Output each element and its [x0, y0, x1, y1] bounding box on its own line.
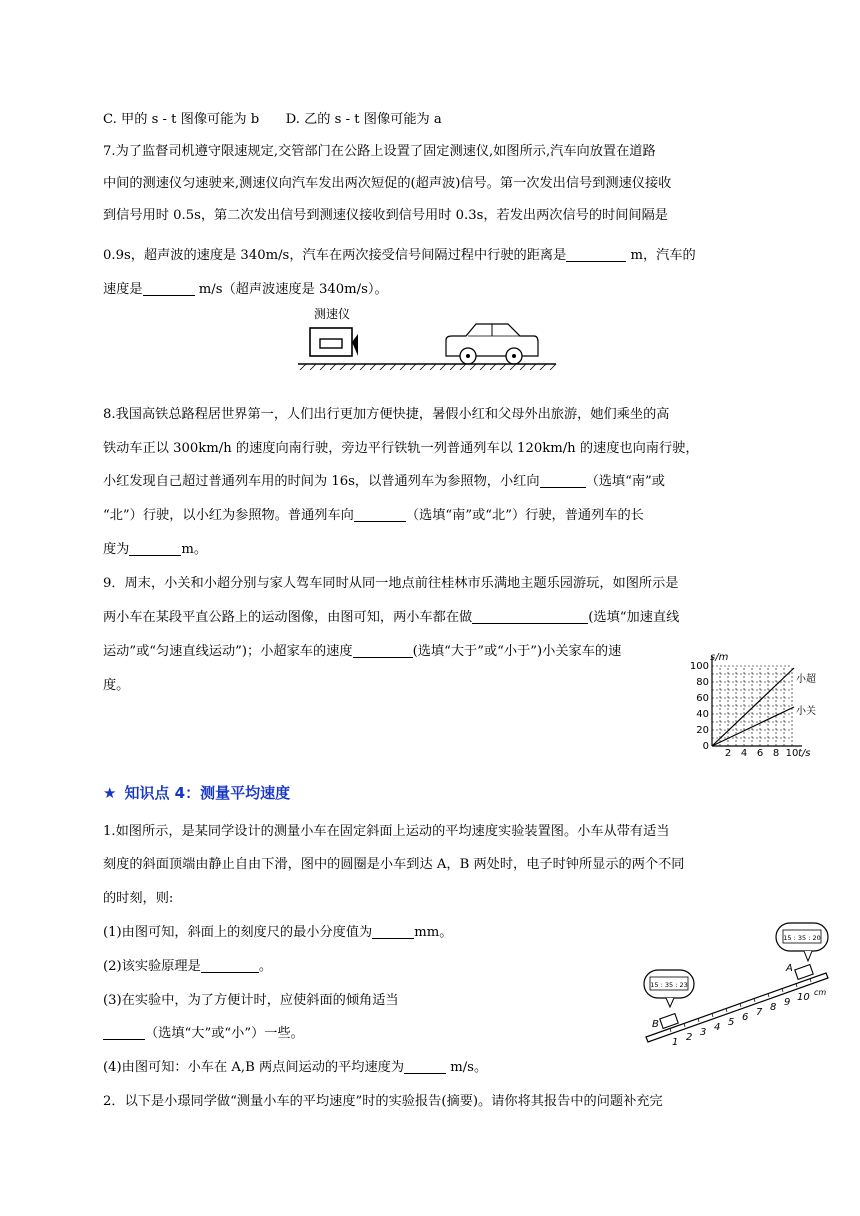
scale-label: 6 — [742, 1012, 749, 1023]
speedometer-label: 测速仪 — [314, 307, 351, 321]
answer-blank[interactable] — [404, 1059, 446, 1074]
y-tick-label: 80 — [696, 677, 709, 688]
question-7-text: 0.9s，超声波的速度是 340m/s，汽车在两次接受信号间隔过程中行驶的距离是 — [103, 248, 567, 263]
answer-blank[interactable] — [566, 247, 626, 262]
question-8-text: “北”）行驶，以小红为参照物。普通列车向 — [103, 508, 354, 523]
x-axis-label: t/s — [798, 748, 811, 759]
x-tick-label: 4 — [740, 748, 748, 759]
section-heading — [103, 782, 290, 803]
answer-blank[interactable] — [353, 643, 413, 658]
question-8-text: （选填“南”或 — [585, 474, 665, 489]
series-line — [712, 668, 794, 746]
text-line — [103, 566, 763, 601]
chart-series-group — [712, 668, 794, 746]
speedometer-figure — [296, 302, 558, 370]
answer-blank[interactable] — [201, 958, 259, 973]
section-question-text: (4)由图可知：小车在 A,B 两点间运动的平均速度为 — [103, 1060, 405, 1075]
text-line — [103, 668, 763, 703]
section-question-text: m/s。 — [446, 1060, 488, 1075]
section-question-text: 的时刻，则: — [103, 891, 174, 906]
text-line — [103, 102, 763, 137]
section-question-text: mm。 — [414, 925, 453, 940]
question-9-text: 度。 — [103, 678, 130, 693]
speedometer-nozzle — [352, 334, 358, 356]
y-axis-label: s/m — [710, 652, 729, 663]
answer-blank[interactable] — [143, 281, 195, 296]
scale-label: 10 — [797, 992, 810, 1003]
text-line — [103, 431, 763, 466]
text-line — [103, 166, 763, 201]
x-tick-label: 6 — [756, 748, 764, 759]
text-line — [103, 498, 763, 533]
question-7-text: 中间的测速仪匀速驶来,测速仪向汽车发出两次短促的(超声波)信号。第一次发出信号到测速仪接收 — [103, 176, 672, 191]
clock-b-time: 15 : 35 : 23 — [650, 981, 688, 989]
series-label: 小关 — [796, 706, 816, 717]
question-8-text: m。 — [181, 542, 208, 557]
star-icon: ★ — [103, 784, 117, 802]
text-line — [103, 464, 763, 499]
section-question-text: (2)该实验原理是 — [103, 959, 201, 974]
speedometer-device — [310, 328, 352, 356]
section-question-text: 刻度的斜面顶端由静止自由下滑，图中的圆圈是小车到达 A，B 两处时，电子时钟所显示的两个不同 — [103, 857, 685, 872]
section-title: 知识点 4：测量平均速度 — [124, 784, 291, 802]
section-question-text: 2．以下是小璟同学做“测量小车的平均速度”时的实验报告(摘要)。请你将其报告中的问题补充完 — [103, 1094, 663, 1109]
scale-label: 5 — [728, 1017, 735, 1028]
text-line — [103, 1084, 763, 1119]
text-line — [103, 198, 763, 233]
question-7-text: m/s（超声波速度是 340m/s）。 — [194, 282, 388, 297]
text-line — [103, 881, 763, 916]
y-tick-label: 40 — [696, 709, 709, 720]
section-question-text: 1.如图所示，是某同学设计的测量小车在固定斜面上运动的平均速度实验装置图。小车从带有适当 — [103, 824, 670, 839]
scale-labels — [672, 988, 826, 1045]
x-tick-label: 8 — [772, 748, 780, 759]
x-tick-label: 2 — [724, 748, 732, 759]
question-9-text: 两小车在某段平直公路上的运动图像，由图可知，两小车都在做 — [103, 610, 473, 625]
text-line — [103, 134, 763, 169]
section-question-text: (3)在实验中，为了方便计时，应使斜面的倾角适当 — [103, 993, 399, 1008]
road-hatch — [300, 364, 556, 370]
question-7-text: m，汽车的 — [626, 248, 696, 263]
section-question-text: (1)由图可知，斜面上的刻度尺的最小分度值为 — [103, 925, 373, 940]
y-tick-label: 60 — [696, 693, 709, 704]
scale-label: cm — [814, 988, 827, 997]
point-b-label: B — [652, 1019, 659, 1030]
answer-blank[interactable] — [472, 609, 588, 624]
question-9-text: 9．周末，小关和小超分别与家人驾车同时从同一地点前往桂林市乐满地主题乐园游玩，如图所示是 — [103, 576, 679, 591]
text-line — [103, 397, 763, 432]
scale-label: 9 — [784, 997, 791, 1008]
option-text: C. 甲的 s - t 图像可能为 b D. 乙的 s - t 图像可能为 a — [103, 112, 442, 127]
point-a-label: A — [786, 963, 793, 974]
question-8-text: （选填“南”或“北”）行驶，普通列车的长 — [405, 508, 644, 523]
section-question-text: 。 — [258, 959, 272, 974]
scale-label: 1 — [672, 1037, 679, 1045]
series-line — [712, 707, 794, 746]
question-8-text: 铁动车正以 300km/h 的速度向南行驶，旁边平行铁轨一列普通列车以 120km/h 的速度也向南行驶， — [103, 441, 699, 456]
answer-blank[interactable] — [103, 1025, 145, 1040]
scale-label: 3 — [700, 1027, 707, 1038]
question-8-text: 小红发现自己超过普通列车用的时间为 16s，以普通列车为参照物，小红向 — [103, 474, 540, 489]
text-line — [103, 600, 763, 635]
question-7-text: 7.为了监督司机遵守限速规定,交管部门在公路上设置了固定测速仪,如图所示,汽车向放置在道路 — [103, 144, 656, 159]
answer-blank[interactable] — [372, 924, 414, 939]
section-question-text: （选填“大”或“小”）一些。 — [145, 1026, 304, 1041]
y-tick-label: 20 — [696, 725, 709, 736]
slope-experiment-figure — [636, 915, 836, 1045]
scale-label: 7 — [756, 1007, 763, 1018]
answer-blank[interactable] — [129, 541, 181, 556]
answer-blank[interactable] — [540, 473, 586, 488]
scale-label: 2 — [686, 1032, 693, 1043]
series-label: 小超 — [796, 674, 816, 685]
y-tick-label: 100 — [689, 661, 709, 672]
question-9-text: (选填“大于”或“小于”)小关家车的速 — [412, 644, 622, 659]
question-9-text: 运动”或“匀速直线运动”)；小超家车的速度 — [103, 644, 353, 659]
question-8-text: 度为 — [103, 542, 130, 557]
text-line — [103, 634, 763, 669]
scale-label: 4 — [714, 1022, 721, 1033]
x-tick-label: 10 — [785, 748, 799, 759]
chart-label-group — [690, 652, 816, 759]
question-7-text: 速度是 — [103, 282, 143, 297]
y-tick-label: 0 — [702, 741, 709, 752]
question-9-text: (选填“加速直线 — [588, 610, 680, 625]
text-line — [103, 532, 763, 567]
text-line — [103, 1050, 763, 1085]
question-8-text: 8.我国高铁总路程居世界第一，人们出行更加方便快捷，暑假小红和父母外出旅游，她们乘坐的高 — [103, 407, 670, 422]
cart-a — [795, 965, 813, 980]
clock-a-time: 15 : 35 : 20 — [783, 934, 821, 942]
text-line — [103, 847, 763, 882]
st-graph — [684, 650, 824, 768]
answer-blank[interactable] — [354, 507, 406, 522]
text-line — [103, 238, 763, 273]
text-line — [103, 814, 763, 849]
question-7-text: 到信号用时 0.5s，第二次发出信号到测速仪接收到信号用时 0.3s，若发出两次信号的时间间隔是 — [103, 208, 668, 223]
scale-label: 8 — [770, 1002, 777, 1013]
